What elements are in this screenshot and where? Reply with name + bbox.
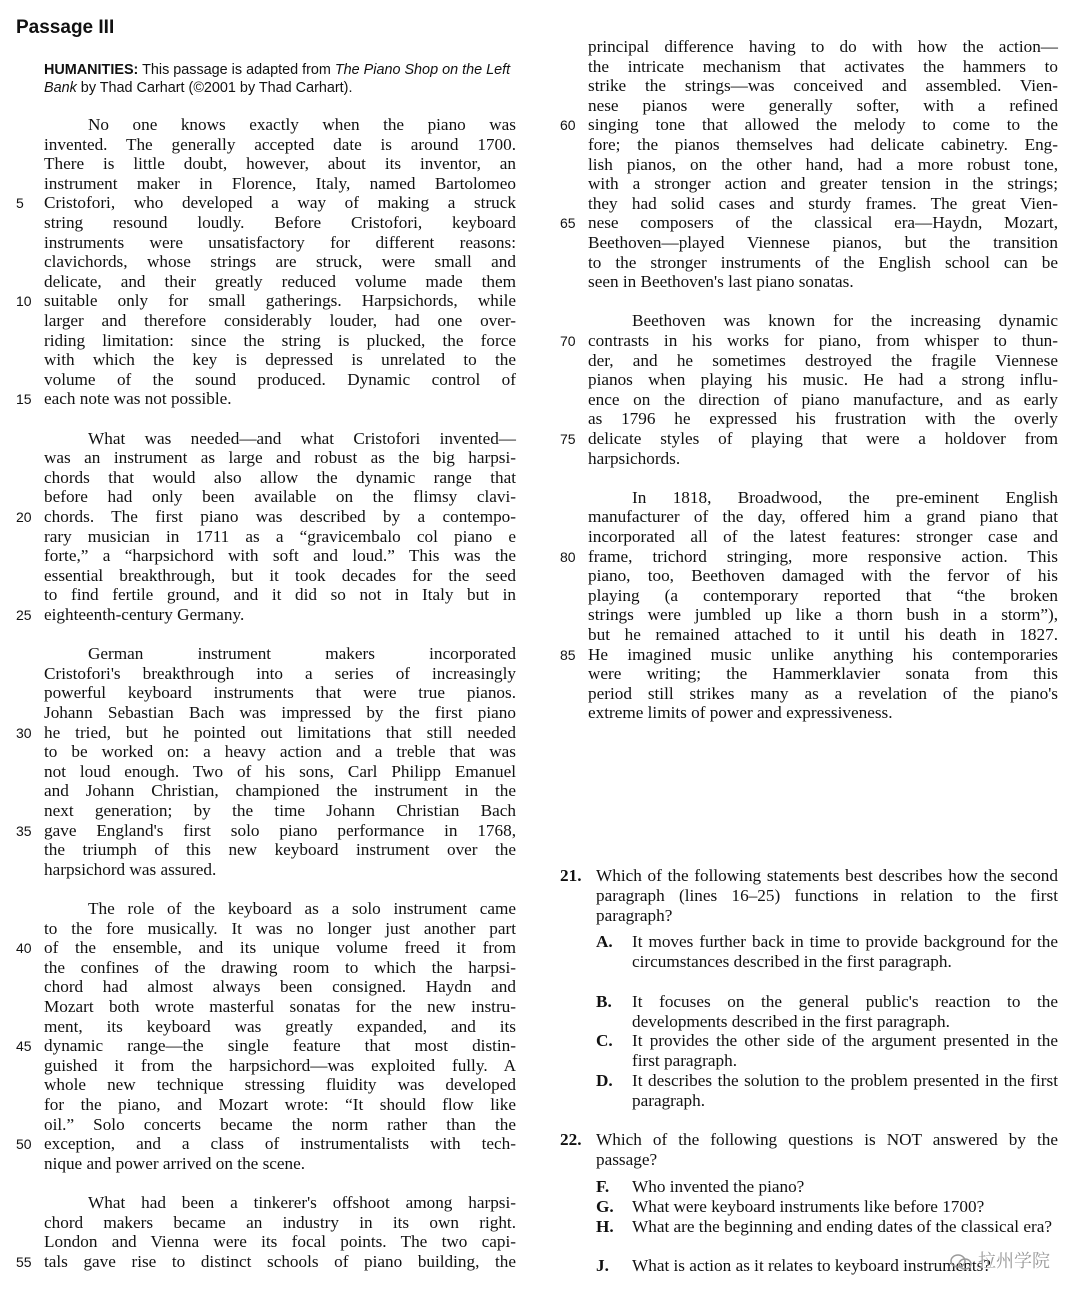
passage-line	[16, 821, 516, 841]
line-text: Cristofori's breakthrough into a series of increasingly	[44, 663, 516, 683]
passage-line	[560, 488, 1058, 508]
line-text: powerful keyboard instruments that were true pianos.	[44, 683, 516, 703]
line-text: pianos when playing his music. He had a strong influ-	[588, 370, 1058, 390]
passage-line	[560, 586, 1058, 606]
line-text: London and Vienna were its focal points. The two capi-	[44, 1232, 516, 1252]
passage-line	[560, 605, 1058, 625]
passage-line	[16, 507, 516, 527]
line-text: for the piano, and Mozart wrote: “It should flow like	[44, 1095, 516, 1114]
line-text: frame, trichord stringing, more responsive action. This	[588, 546, 1058, 566]
line-text: eighteenth-century Germany.	[44, 605, 245, 624]
passage-line	[560, 507, 1058, 527]
passage-line	[16, 468, 516, 488]
passage-line	[16, 566, 516, 586]
passage-line	[560, 566, 1058, 586]
line-number: 5	[16, 195, 24, 212]
line-text: as 1796 he expressed his frustration with the overly	[588, 409, 1058, 429]
line-text: the triumph of this new keyboard instrument over the	[44, 840, 516, 860]
passage-line	[16, 1193, 516, 1213]
line-text: he tried, but he pointed out limitations that still needed	[44, 722, 516, 742]
passage-line	[560, 664, 1058, 684]
line-text: ence on the direction of piano manufacture, and as early	[588, 389, 1058, 409]
line-number: 15	[16, 391, 32, 408]
passage-line	[16, 1115, 516, 1135]
line-text: forte,” a “harpsichord with soft and loud.” This was the	[44, 546, 516, 566]
passage-line	[16, 801, 516, 821]
option-letter: B.	[596, 992, 612, 1011]
option-letter: A.	[596, 932, 613, 951]
line-number: 30	[16, 724, 32, 741]
line-text: Mozart both wrote masterful sonatas for the new instru-	[44, 997, 516, 1016]
line-number: 10	[16, 293, 32, 310]
line-text: next generation; by the time Johann Christian Bach	[44, 801, 516, 820]
passage-line	[560, 272, 1058, 292]
passage-line	[560, 684, 1058, 704]
line-text: singing tone that allowed the melody to come to the	[588, 115, 1058, 135]
line-text: There is little doubt, however, about its inventor, an	[44, 154, 516, 174]
line-number: 55	[16, 1253, 32, 1270]
line-number: 70	[560, 333, 576, 349]
line-text: nese composers of the classical era—Haydn, Mozart,	[588, 213, 1058, 233]
option-letter: F.	[596, 1177, 610, 1196]
line-text: whole new technique stressing fluidity was developed	[44, 1075, 516, 1095]
line-text: of the ensemble, and its unique volume freed it from	[44, 938, 516, 958]
option-letter: D.	[596, 1071, 613, 1090]
intro-text-b: by Thad Carhart (©2001 by Thad Carhart).	[76, 80, 353, 96]
line-text: gave England's first solo piano performance in 1768,	[44, 820, 516, 840]
line-text: harpsichords.	[588, 448, 681, 468]
line-text: each note was not possible.	[44, 389, 232, 409]
option-text: What are the beginning and ending dates of the classical era?	[632, 1217, 1052, 1236]
line-text: principal difference having to do with how the action—	[588, 37, 1058, 56]
line-text: In 1818, Broadwood, the pre-eminent English	[632, 487, 1058, 507]
passage-line	[560, 370, 1058, 390]
option-letter: H.	[596, 1217, 614, 1236]
line-text: Beethoven—played Viennese pianos, but the transition	[588, 233, 1058, 252]
passage-line	[16, 840, 516, 860]
passage-line	[16, 213, 516, 233]
line-text: piano, too, Beethoven damaged with the fervor of his	[588, 566, 1058, 586]
passage-line	[16, 233, 516, 253]
line-number: 40	[16, 940, 32, 957]
option-text: It describes the solution to the problem presented in the first paragraph.	[632, 1071, 1058, 1110]
passage-line	[560, 233, 1058, 253]
passage-line	[560, 194, 1058, 214]
line-text: they had solid cases and sturdy frames. The great Vien-	[588, 193, 1058, 213]
line-text: and Johann Christian, championed the instrument in the	[44, 781, 516, 801]
line-number: 35	[16, 822, 32, 839]
passage-line	[560, 253, 1058, 273]
line-text: to be worked on: a heavy action and a treble that was	[44, 742, 516, 762]
passage-line	[16, 154, 516, 174]
passage-line	[16, 311, 516, 331]
line-text: contrasts in his works for piano, from whisper to thun-	[588, 331, 1058, 350]
line-text: fore; the pianos themselves had delicate cabinetry. Eng-	[588, 135, 1058, 154]
line-text: incorporated all of the latest features: stronger case and	[588, 527, 1058, 546]
watermark	[950, 1247, 1050, 1273]
line-text: instrument maker in Florence, Italy, named Bartolomeo	[44, 173, 516, 193]
line-text: He imagined music unlike anything his contemporaries	[588, 644, 1058, 664]
line-text: essential breakthrough, but it took decades for the seed	[44, 565, 516, 585]
line-text: riding limitation: since the string is plucked, the force	[44, 330, 516, 350]
passage-line	[560, 76, 1058, 96]
passage-line	[16, 1056, 516, 1076]
passage-line	[16, 370, 516, 390]
passage-line	[16, 331, 516, 351]
line-text: Johann Sebastian Bach was impressed by the first piano	[44, 703, 516, 722]
line-text: not loud enough. Two of his sons, Carl Philipp Emanuel	[44, 761, 516, 781]
passage-line	[16, 1017, 516, 1037]
question-text: Which of the following questions is NOT answered by the passage?	[596, 1130, 1058, 1169]
line-text: ment, its keyboard was greatly expanded, and its	[44, 1016, 516, 1036]
option-text: What is action as it relates to keyboard instruments?	[632, 1256, 991, 1275]
line-text: period still strikes many as a revelation of the piano's	[588, 683, 1058, 703]
passage-line	[560, 155, 1058, 175]
line-text: dynamic range—the single feature that most distin-	[44, 1036, 516, 1056]
watermark-text: 拉州学院	[978, 1251, 1050, 1272]
line-text: invented. The generally accepted date is around 1700.	[44, 134, 516, 154]
line-text: oil.” Solo concerts became the norm rather than the	[44, 1114, 516, 1134]
line-text: What was needed—and what Cristofori invented—	[88, 428, 516, 448]
passage-line	[560, 449, 1058, 469]
passage-line	[560, 703, 1058, 723]
passage-line	[16, 115, 516, 135]
intro-label: HUMANITIES:	[44, 62, 139, 78]
passage-line	[16, 977, 516, 997]
line-text: but he remained attached to it until his death in 1827.	[588, 625, 1058, 644]
passage-line	[16, 762, 516, 782]
chat-logo-icon	[950, 1253, 972, 1271]
line-text: chord had almost always been consigned. Haydn and	[44, 977, 516, 997]
passage-line	[16, 1154, 516, 1174]
option-text: What were keyboard instruments like before 1700?	[632, 1197, 985, 1216]
passage-line	[16, 448, 516, 468]
line-text: nese pianos were generally softer, with a refined	[588, 95, 1058, 115]
passage-line	[16, 291, 516, 311]
line-text: No one knows exactly when the piano was	[88, 115, 516, 134]
line-text: chord makers became an industry in its own right.	[44, 1212, 516, 1232]
line-text: chords. The first piano was described by a contempo-	[44, 507, 516, 526]
option-letter: J.	[596, 1256, 609, 1275]
line-text: guished it from the harpsichord—was exploited fully. A	[44, 1055, 516, 1075]
passage-line	[16, 997, 516, 1017]
passage-line	[560, 547, 1058, 567]
passage-line	[560, 135, 1058, 155]
passage-line	[560, 174, 1058, 194]
option-text: It focuses on the general public's reaction to the developments described in the first paragraph.	[632, 992, 1058, 1031]
question-number: 22.	[560, 1130, 582, 1149]
passage-line	[16, 605, 516, 625]
intro-book-title: The Piano Shop on the Left Bank	[44, 62, 511, 96]
passage-line	[16, 1252, 516, 1272]
passage-intro	[44, 61, 514, 97]
passage-line	[16, 487, 516, 507]
passage-line	[16, 272, 516, 292]
passage-line	[560, 37, 1058, 57]
line-text: playing (a contemporary reported that “the broken	[588, 585, 1058, 605]
option-letter: G.	[596, 1197, 614, 1216]
line-text: Cristofori, who developed a way of making a struck	[44, 193, 516, 213]
line-text: Beethoven was known for the increasing dynamic	[632, 311, 1058, 331]
passage-line	[16, 664, 516, 684]
line-number: 85	[560, 646, 576, 663]
line-text: rary musician in 1711 as a “gravicembalo col piano e	[44, 526, 516, 546]
passage-line	[16, 683, 516, 703]
passage-line	[560, 351, 1058, 371]
line-text: string resound loudly. Before Cristofori, keyboard	[44, 213, 516, 232]
line-text: manufacturer of the day, offered him a grand piano that	[588, 507, 1058, 527]
passage-line	[16, 781, 516, 801]
line-text: lish pianos, on the other hand, had a more robust tone,	[588, 154, 1058, 174]
passage-line	[560, 429, 1058, 449]
line-text: the confines of the drawing room to which the harpsi-	[44, 957, 516, 977]
line-text: with which the key is depressed is unrelated to the	[44, 350, 516, 370]
line-text: delicate, and their greatly reduced volume made them	[44, 271, 516, 291]
passage-line	[16, 860, 516, 880]
passage-line	[16, 938, 516, 958]
line-text: chords that would also allow the dynamic range that	[44, 467, 516, 487]
line-text: with a stronger action and greater tension in the strings;	[588, 174, 1058, 194]
option-text: It moves further back in time to provide background for the circumstances described in the first paragraph.	[632, 932, 1058, 971]
passage-line	[560, 645, 1058, 665]
line-number: 80	[560, 548, 576, 565]
line-text: nique and power arrived on the scene.	[44, 1153, 306, 1173]
passage-line	[16, 1036, 516, 1056]
passage-line	[16, 429, 516, 449]
option-letter: C.	[596, 1031, 613, 1050]
line-text: volume of the sound produced. Dynamic control of	[44, 369, 516, 389]
line-text: harpsichord was assured.	[44, 859, 217, 879]
question-text: Which of the following statements best describes how the second paragraph (lines 16–25) functions in relation to the first paragraph?	[596, 866, 1058, 925]
passage-line	[560, 331, 1058, 351]
passage-line	[16, 527, 516, 547]
line-text: delicate styles of playing that were a holdover from	[588, 429, 1058, 448]
passage-line	[560, 96, 1058, 116]
passage-line	[16, 350, 516, 370]
passage-line	[560, 390, 1058, 410]
passage-line	[16, 546, 516, 566]
passage-line	[16, 1213, 516, 1233]
line-text: extreme limits of power and expressiveness.	[588, 703, 893, 723]
line-text: to the stronger instruments of the English school can be	[588, 252, 1058, 272]
intro-text-a: This passage is adapted from	[138, 62, 335, 78]
line-text: clavichords, whose strings are struck, were small and	[44, 252, 516, 272]
line-text: German instrument makers incorporated	[88, 644, 516, 664]
option-text: It provides the other side of the argument presented in the first paragraph.	[632, 1031, 1058, 1070]
line-text: was an instrument as large and robust as the big harpsi-	[44, 448, 516, 468]
line-number: 65	[560, 215, 576, 232]
passage-line	[16, 585, 516, 605]
line-text: The role of the keyboard as a solo instrument came	[88, 899, 516, 918]
passage-line	[16, 919, 516, 939]
passage-line	[560, 115, 1058, 135]
passage-line	[16, 1075, 516, 1095]
passage-line	[16, 723, 516, 743]
option-text: Who invented the piano?	[632, 1177, 805, 1196]
passage-line	[16, 135, 516, 155]
line-text: tals gave rise to distinct schools of piano building, the	[44, 1251, 516, 1271]
line-text: the intricate mechanism that activates the hammers to	[588, 56, 1058, 76]
passage-line	[16, 389, 516, 409]
line-text: larger and therefore considerably louder, had one over-	[44, 311, 516, 330]
line-text: suitable only for small gatherings. Harpsichords, while	[44, 291, 516, 311]
passage-line	[16, 193, 516, 213]
passage-line	[16, 1232, 516, 1252]
passage-line	[560, 57, 1058, 77]
passage-line	[16, 703, 516, 723]
line-number: 25	[16, 607, 32, 623]
line-text: strings were jumbled up like a thorn bush in a storm”),	[588, 605, 1058, 625]
line-text: were writing; the Hammerklavier sonata from this	[588, 664, 1058, 684]
passage-line	[560, 409, 1058, 429]
line-text: instruments were unsatisfactory for different reasons:	[44, 232, 516, 252]
passage-line	[16, 174, 516, 194]
passage-line	[16, 899, 516, 919]
passage-line	[16, 1095, 516, 1115]
line-text: strike the strings—was conceived and assembled. Vien-	[588, 76, 1058, 96]
line-number: 75	[560, 431, 576, 447]
passage-line	[16, 958, 516, 978]
line-number: 50	[16, 1136, 32, 1153]
passage-line	[560, 527, 1058, 547]
line-number: 20	[16, 509, 32, 525]
line-text: der, and he sometimes destroyed the fragile Viennese	[588, 350, 1058, 370]
passage-line	[16, 742, 516, 762]
line-text: to the fore musically. It was no longer just another part	[44, 918, 516, 938]
line-text: seen in Beethoven's last piano sonatas.	[588, 272, 854, 292]
passage-line	[560, 213, 1058, 233]
line-number: 60	[560, 117, 576, 134]
line-text: What had been a tinkerer's offshoot among harpsi-	[88, 1193, 516, 1212]
passage-title: Passage III	[16, 17, 115, 38]
passage-line	[560, 311, 1058, 331]
line-number: 45	[16, 1038, 32, 1055]
line-text: before had only been available on the flimsy clavi-	[44, 487, 516, 507]
passage-line	[560, 625, 1058, 645]
line-text: to find fertile ground, and it did so not in Italy but in	[44, 585, 516, 605]
passage-line	[16, 1134, 516, 1154]
line-text: exception, and a class of instrumentalists with tech-	[44, 1134, 516, 1154]
passage-line	[16, 644, 516, 664]
question-number: 21.	[560, 866, 582, 885]
passage-line	[16, 252, 516, 272]
